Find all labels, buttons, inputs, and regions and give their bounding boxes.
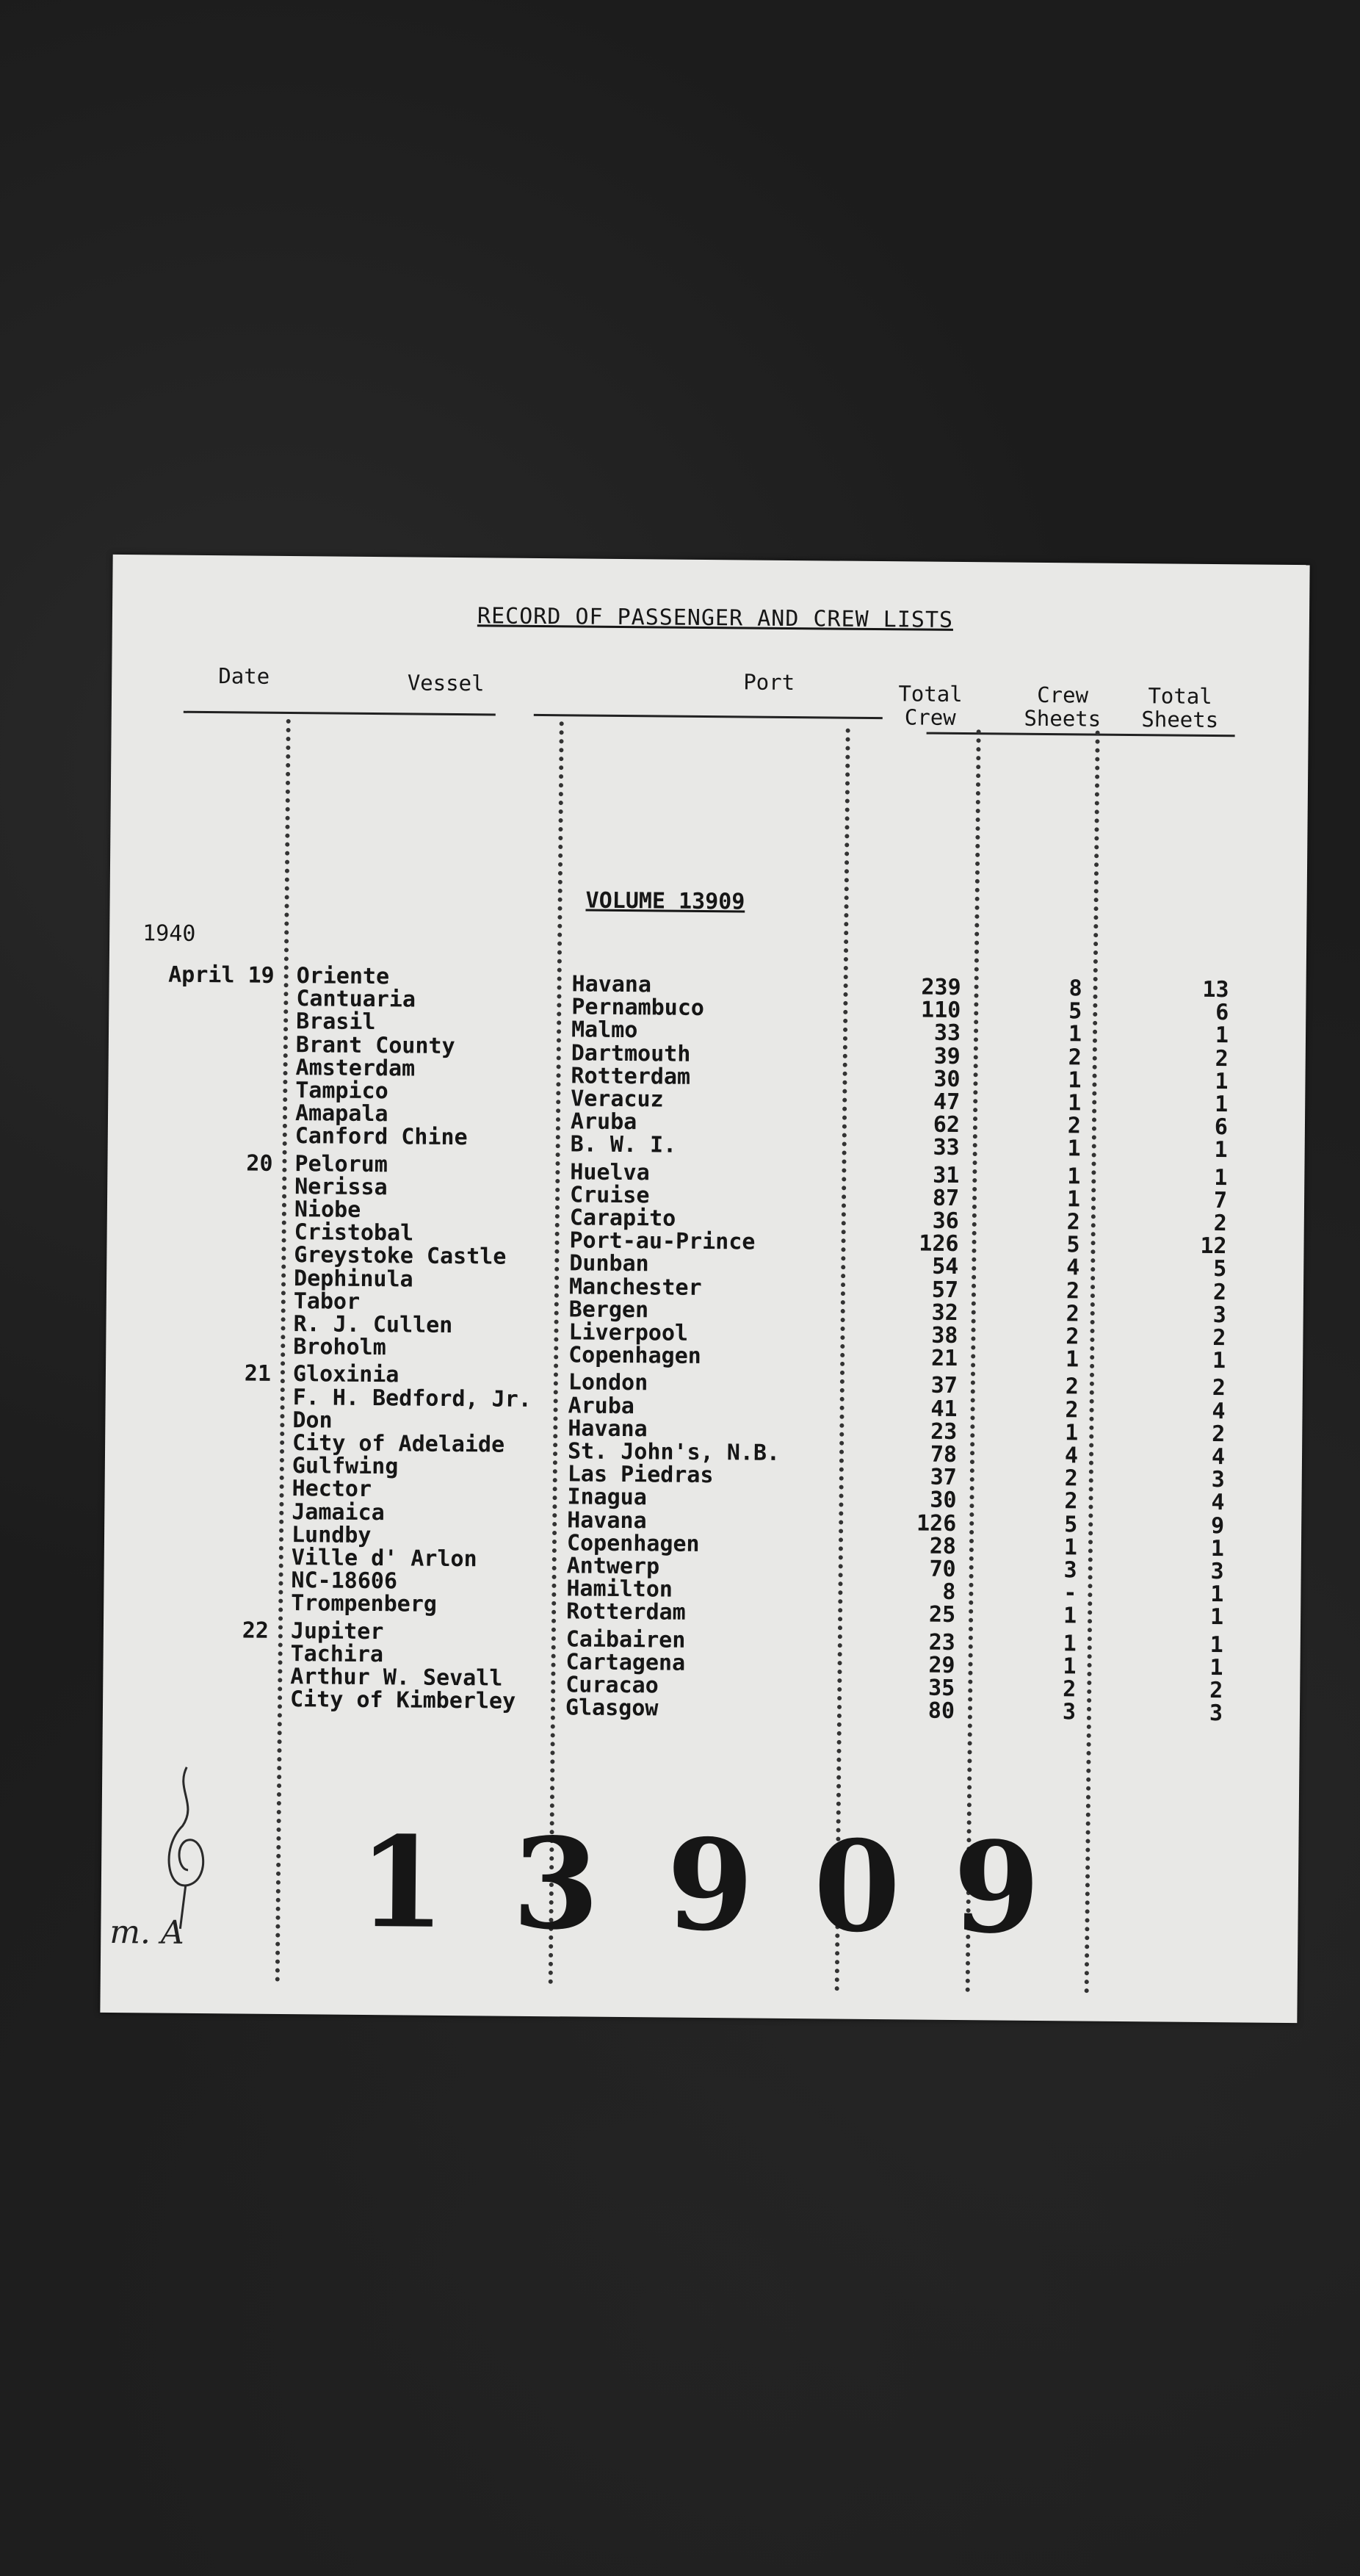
cell-total-crew: 8 [942,1579,956,1606]
cell-vessel: Amapala [294,1100,388,1128]
year-label: 1940 [142,920,196,947]
cell-crew-sheets: 2 [1065,1396,1079,1424]
cell-date [145,1500,270,1501]
cell-crew-sheets: 2 [1063,1676,1077,1703]
cell-date [145,1545,270,1546]
cell-total-sheets: 13 [1202,976,1229,1003]
cell-port: Manchester [568,1273,702,1301]
cell-vessel: City of Kimberley [289,1686,516,1714]
cell-port: Glasgow [565,1695,659,1722]
cell-port: Aruba [570,1108,637,1136]
cell-crew-sheets: 3 [1062,1699,1077,1725]
cell-total-crew: 78 [930,1441,958,1468]
cell-crew-sheets: 2 [1065,1374,1079,1400]
header-total-sheets-line1: Total [1148,683,1212,709]
cell-crew-sheets: 2 [1066,1301,1079,1327]
header-rule-right [927,732,1235,737]
header-crew-sheets-line1: Crew [1037,682,1089,708]
cell-total-sheets: 3 [1212,1302,1226,1328]
cell-total-sheets: 2 [1212,1375,1226,1401]
cell-total-crew: 30 [933,1066,961,1092]
stamp-digit: 0 [813,1813,902,1961]
cell-total-crew: 35 [927,1675,955,1701]
cell-total-crew: 239 [921,974,961,1001]
header-total-sheets [1129,684,1232,732]
cell-total-sheets: 3 [1210,1559,1224,1585]
cell-crew-sheets: 1 [1063,1630,1077,1657]
cell-port: Pernambuco [571,994,705,1022]
cell-vessel: Broholm [293,1334,386,1361]
cell-port: Veracuz [571,1086,664,1113]
header-crew-sheets-line2: Sheets [1024,705,1102,732]
cell-crew-sheets: 2 [1068,1044,1082,1071]
cell-total-sheets: 4 [1211,1490,1225,1516]
cell-crew-sheets: 1 [1067,1136,1081,1162]
header-total-crew-line2: Crew [904,704,956,730]
cell-total-sheets: 2 [1212,1279,1227,1305]
cell-total-crew: 23 [928,1629,955,1656]
cell-date [145,1569,270,1570]
cell-total-sheets: 7 [1213,1187,1228,1213]
cell-total-crew: 126 [919,1230,959,1258]
cell-total-sheets: 1 [1212,1348,1226,1374]
cell-crew-sheets: 2 [1064,1465,1078,1492]
cell-total-crew: 31 [933,1162,960,1188]
cell-crew-sheets: 1 [1065,1420,1079,1446]
cell-vessel: City of Adelaide [292,1430,505,1458]
cell-port: Caibairen [565,1626,686,1653]
cell-date [148,1197,272,1198]
cell-date [145,1477,270,1478]
cell-port: Inagua [567,1484,648,1511]
cell-crew-sheets: 1 [1065,1346,1079,1373]
cell-port: Copenhagen [568,1342,701,1370]
cell-port: Antwerp [566,1553,660,1580]
cell-port: St. John's, N.B. [567,1438,781,1466]
cell-total-sheets: 1 [1210,1535,1225,1562]
column-separator-crew [966,729,981,1993]
cell-port: Dunban [569,1250,649,1277]
cell-vessel: Pelorum [294,1150,388,1177]
cell-date [147,1312,272,1313]
cell-crew-sheets: 1 [1068,1021,1082,1047]
document-page [100,555,1309,2023]
cell-total-sheets: 1 [1214,1164,1228,1191]
cell-crew-sheets: 2 [1064,1488,1078,1515]
cell-total-crew: 37 [930,1464,957,1491]
cell-vessel: Arthur W. Sevall [290,1664,503,1692]
cell-total-crew: 80 [927,1698,955,1725]
cell-date [147,1266,272,1267]
cell-crew-sheets: 1 [1068,1067,1082,1094]
stamp-digit: 9 [666,1811,755,1960]
cell-date [147,1289,272,1290]
cell-total-crew: 70 [929,1556,956,1582]
cell-port: Copenhagen [566,1530,700,1557]
header-rule-left [184,711,496,716]
handwritten-note: m. A [109,1913,185,1952]
cell-date [148,1078,273,1079]
cell-total-crew: 87 [932,1185,960,1211]
cell-date: April 19 [168,962,275,989]
header-total-sheets-line2: Sheets [1141,707,1219,733]
cell-total-sheets: 4 [1211,1444,1226,1471]
cell-total-sheets: 2 [1209,1678,1223,1704]
column-separator-port [835,729,850,1992]
cell-total-crew: 37 [930,1373,958,1399]
cell-crew-sheets: 2 [1066,1277,1080,1305]
cell-port: Dartmouth [571,1039,691,1067]
cell-vessel: Don [292,1407,333,1434]
cell-port: Rotterdam [566,1598,686,1626]
cell-crew-sheets: 5 [1064,1511,1078,1538]
cell-total-crew: 62 [933,1111,961,1139]
column-separator-date [275,719,291,1982]
stamp-digit: 3 [512,1810,601,1958]
cell-date [145,1454,270,1455]
cell-total-crew: 36 [932,1208,959,1235]
cell-crew-sheets: 2 [1067,1113,1082,1139]
cell-port: Malmo [571,1017,638,1044]
header-total-crew [883,682,979,729]
cell-crew-sheets: 1 [1068,1090,1082,1116]
cell-date: 21 [244,1360,272,1388]
cell-vessel: Oriente [296,963,390,990]
cell-crew-sheets: 2 [1066,1209,1080,1235]
header-date: Date [218,663,270,689]
cell-date [148,1102,273,1103]
cell-total-sheets: 12 [1200,1233,1227,1260]
cell-port: Aruba [568,1392,635,1419]
cell-total-sheets: 1 [1215,1068,1229,1095]
cell-crew-sheets: 5 [1068,998,1082,1025]
cell-port: Cartagena [565,1649,686,1676]
cell-port: B. W. I. [570,1131,677,1159]
cell-total-crew: 29 [928,1652,955,1678]
cell-total-crew: 21 [930,1345,958,1372]
header-crew-sheets [1015,683,1111,731]
cell-vessel: Gloxinia [292,1361,399,1388]
cell-crew-sheets: 1 [1067,1163,1081,1190]
cell-total-crew: 47 [933,1089,961,1116]
cell-vessel: R. J. Cullen [293,1311,453,1339]
cell-total-sheets: 1 [1209,1631,1223,1658]
cell-total-sheets: 1 [1214,1137,1228,1163]
cell-port: Rotterdam [571,1063,691,1090]
cell-vessel: Greystoke Castle [294,1242,507,1271]
cell-crew-sheets: 8 [1068,975,1082,1002]
cell-total-sheets: 1 [1215,1022,1229,1049]
cell-port: Carapito [569,1205,676,1232]
cell-total-sheets: 6 [1215,1000,1229,1026]
cell-vessel: Cristobal [294,1219,414,1246]
cell-crew-sheets: 4 [1064,1443,1079,1469]
cell-port: Havana [571,971,652,998]
cell-vessel: Lundby [291,1521,372,1548]
volume-label: VOLUME 13909 [585,887,745,915]
cell-vessel: Trompenberg [291,1590,438,1618]
cell-vessel: Gulfwing [292,1453,399,1480]
cell-total-sheets: 5 [1213,1256,1227,1282]
cell-total-sheets: 2 [1212,1325,1226,1352]
stamp-digit: 1 [358,1808,446,1957]
cell-crew-sheets: 1 [1066,1186,1081,1213]
cell-date [148,1221,272,1222]
cell-date [145,1431,270,1432]
cell-vessel: Niobe [294,1197,361,1223]
cell-total-crew: 57 [931,1277,959,1303]
cell-total-crew: 54 [931,1254,959,1280]
cell-port: Las Piedras [567,1461,714,1489]
cell-vessel: Cantuaria [296,986,416,1013]
cell-date [144,1664,269,1665]
cell-vessel: Brant County [295,1031,455,1059]
cell-total-sheets: 4 [1212,1398,1226,1424]
cell-vessel: Canford Chine [294,1123,468,1151]
cell-crew-sheets: 1 [1063,1603,1077,1629]
cell-port: Curacao [565,1672,659,1699]
stamp-digit: 9 [952,1814,1041,1963]
cell-vessel: Dephinula [293,1265,413,1293]
cell-date: 22 [242,1617,270,1644]
cell-vessel: Jamaica [292,1498,385,1526]
header-total-crew-line1: Total [898,681,963,707]
cell-total-sheets: 1 [1215,1092,1229,1118]
cell-vessel: Tabor [293,1288,361,1315]
cell-vessel: Brasil [295,1009,376,1036]
cell-date [146,1408,271,1409]
cell-crew-sheets: - [1063,1580,1077,1606]
cell-port: Havana [568,1415,648,1443]
cell-crew-sheets: 3 [1063,1557,1077,1584]
cell-total-crew: 23 [930,1418,958,1445]
cell-port: Cruise [569,1182,650,1209]
document-title: RECORD OF PASSENGER AND CREW LISTS [477,603,954,633]
cell-total-sheets: 2 [1215,1045,1229,1072]
cell-port: Bergen [568,1296,649,1324]
cell-vessel: Tachira [290,1640,384,1667]
cell-vessel: NC-18606 [291,1567,398,1595]
cell-total-crew: 25 [928,1602,956,1628]
cell-date [149,1010,274,1011]
cell-date [146,1335,271,1336]
cell-port: Havana [567,1507,647,1534]
cell-date [143,1688,268,1689]
header-vessel: Vessel [407,670,485,696]
cell-total-sheets: 2 [1212,1421,1226,1447]
cell-port: Huelva [570,1158,650,1186]
cell-total-sheets: 1 [1209,1604,1224,1631]
cell-vessel: Hector [292,1476,372,1503]
cell-crew-sheets: 1 [1063,1534,1078,1561]
cell-total-sheets: 2 [1213,1211,1227,1237]
handwritten-mark-icon [145,1759,227,1936]
cell-vessel: Jupiter [290,1617,384,1645]
cell-port: Port-au-Prince [569,1227,756,1255]
cell-vessel: Nerissa [294,1173,388,1201]
cell-crew-sheets: 5 [1066,1232,1080,1258]
cell-vessel: Tampico [295,1078,388,1105]
cell-total-crew: 30 [930,1487,957,1514]
cell-port: Liverpool [568,1319,689,1346]
cell-vessel: Amsterdam [295,1054,416,1082]
cell-total-crew: 32 [931,1299,958,1326]
cell-total-crew: 38 [931,1322,958,1349]
cell-port: Hamilton [566,1576,673,1603]
cell-total-sheets: 1 [1210,1581,1224,1608]
header-rule-middle [534,714,883,719]
cell-total-sheets: 3 [1211,1467,1225,1493]
cell-crew-sheets: 4 [1066,1255,1080,1281]
cell-total-sheets: 9 [1210,1512,1225,1539]
cell-crew-sheets: 2 [1066,1324,1079,1350]
cell-vessel: Ville d' Arlon [291,1545,477,1573]
column-separator-vessel [549,721,564,1985]
cell-date: 20 [246,1150,273,1177]
header-port: Port [743,669,795,696]
cell-port: London [568,1369,648,1396]
cell-total-sheets: 3 [1209,1700,1223,1727]
cell-total-crew: 33 [933,1135,960,1161]
cell-total-crew: 110 [920,997,961,1024]
cell-total-crew: 28 [929,1533,957,1559]
cell-total-sheets: 6 [1214,1114,1229,1141]
column-separator-sheets [1085,731,1100,1994]
cell-total-crew: 126 [916,1510,957,1537]
cell-total-sheets: 1 [1209,1654,1223,1681]
cell-vessel: F. H. Bedford, Jr. [292,1384,532,1413]
cell-total-crew: 33 [933,1020,961,1047]
cell-total-crew: 39 [933,1043,961,1069]
cell-crew-sheets: 1 [1063,1653,1077,1680]
cell-total-crew: 41 [930,1396,958,1422]
